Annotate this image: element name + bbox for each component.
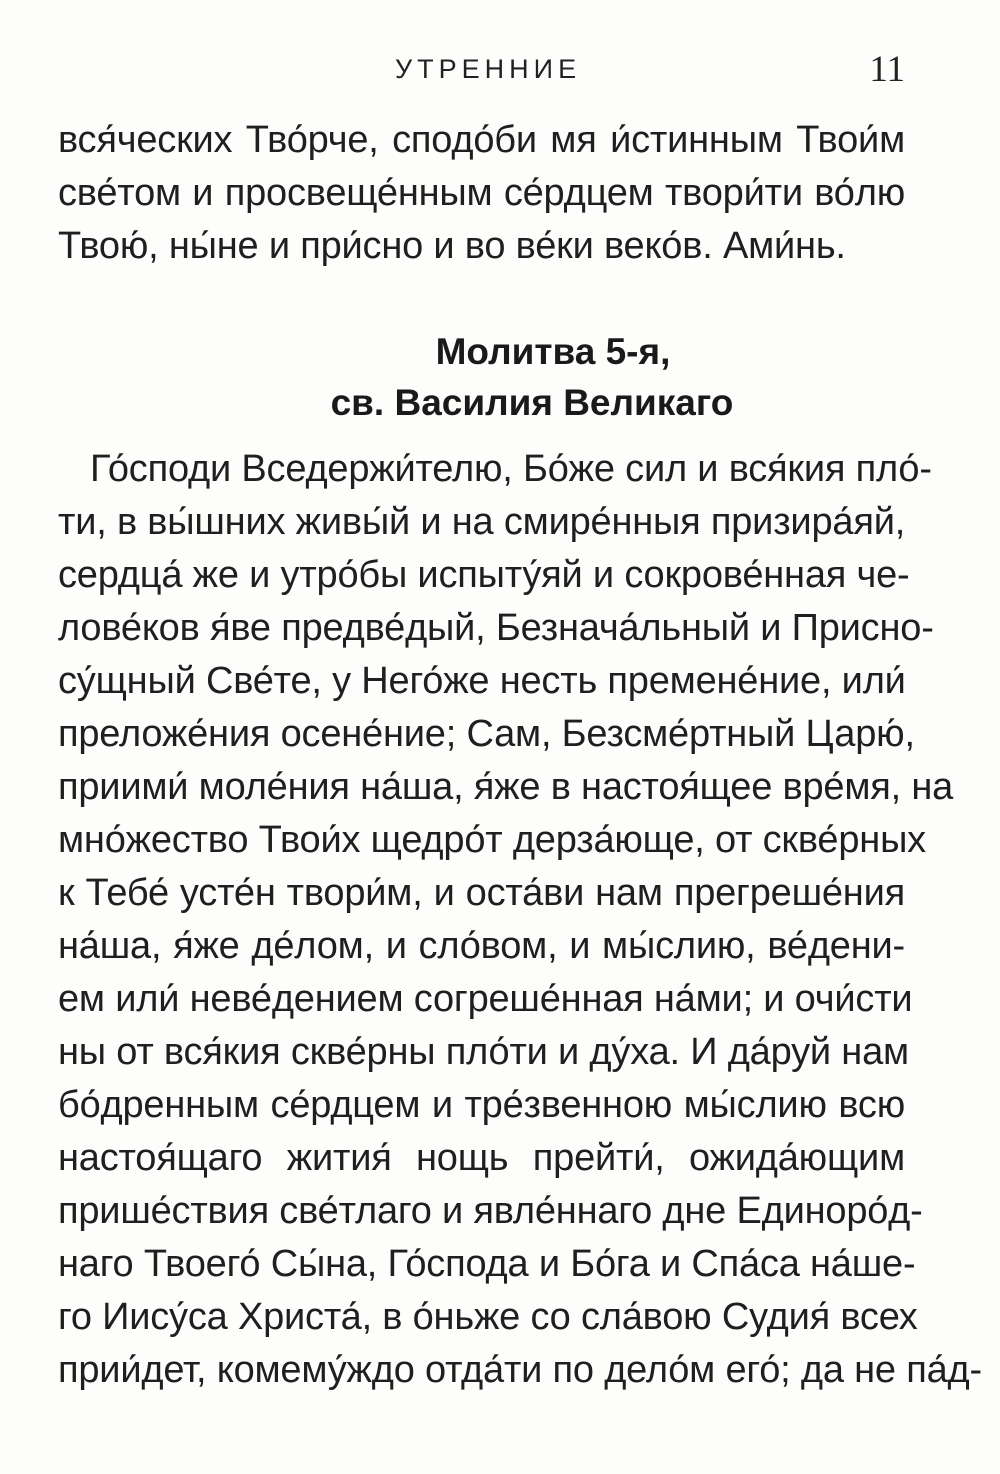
text-line: су́щный Све́те, у Него́же несть премене́ние, или́ (58, 660, 906, 702)
text-line: ны от вся́кия скве́рны пло́ти и ду́ха. И да́руй нам (58, 1031, 909, 1073)
text-line: Твою́, ны́не и при́сно и во ве́ки веко́в. Ами́нь. (58, 225, 846, 267)
text-line: Го́споди Вседержи́телю, Бо́же сил и вся́кия пло́- (90, 448, 932, 490)
prayer-heading (0, 326, 1000, 428)
text-line: вся́ческих Тво́рче, сподо́би мя и́стинным Твои́м (58, 119, 905, 161)
text-line: ем или́ неве́дением согреше́нная на́ми; и очи́сти (58, 978, 913, 1020)
text-line: преложе́ния осене́ние; Сам, Безсме́ртный Царю́, (58, 713, 915, 755)
heading-line-author: св. Василия Великаго (330, 382, 734, 423)
text-line: ти, в вы́шних живы́й и на смире́нныя призира́яй, (58, 501, 906, 543)
heading-line-title: Молитва 5-я, (435, 331, 671, 372)
text-line: бо́дренным се́рдцем и тре́звенною мы́слию всю (58, 1084, 905, 1126)
text-line: прише́ствия све́тлаго и явле́ннаго дне Единоро́д- (58, 1190, 923, 1232)
running-title: УТРЕННИЕ (395, 54, 582, 84)
text-line: на́ша, я́же де́лом, и сло́вом, и мы́слию, ве́дени- (58, 925, 905, 967)
text-line: приими́ моле́ния на́ша, я́же в настоя́щее вре́мя, на (58, 766, 954, 808)
text-line: настоя́щаго жития́ нощь прейти́, ожида́ющим (58, 1137, 905, 1179)
text-line: сердца́ же и утро́бы испыту́яй и сокрове́нная че- (58, 554, 910, 596)
text-line: наго Твоего́ Сы́на, Го́спода и Бо́га и Спа́са на́ше- (58, 1243, 916, 1285)
text-line: лове́ков я́ве предве́дый, Безнача́льный и Присно- (58, 607, 934, 649)
main-paragraph (58, 443, 982, 1397)
text-line: мно́жество Твои́х щедро́т дерза́юще, от скве́рных (58, 819, 926, 861)
text-line: све́том и просвеще́нным се́рдцем твори́ти во́лю (58, 172, 905, 214)
running-head (0, 50, 1000, 90)
text-line: прии́дет, комему́ждо отда́ти по дело́м его́; да не па́д- (58, 1349, 982, 1391)
text-line: к Тебе́ усте́н твори́м, и оста́ви нам прегреше́ния (58, 872, 905, 914)
text-line: го Иису́са Христа́, в о́ньже со сла́вою Судия́ всех (58, 1296, 918, 1338)
top-paragraph (58, 114, 905, 273)
page-number: 11 (869, 49, 905, 90)
